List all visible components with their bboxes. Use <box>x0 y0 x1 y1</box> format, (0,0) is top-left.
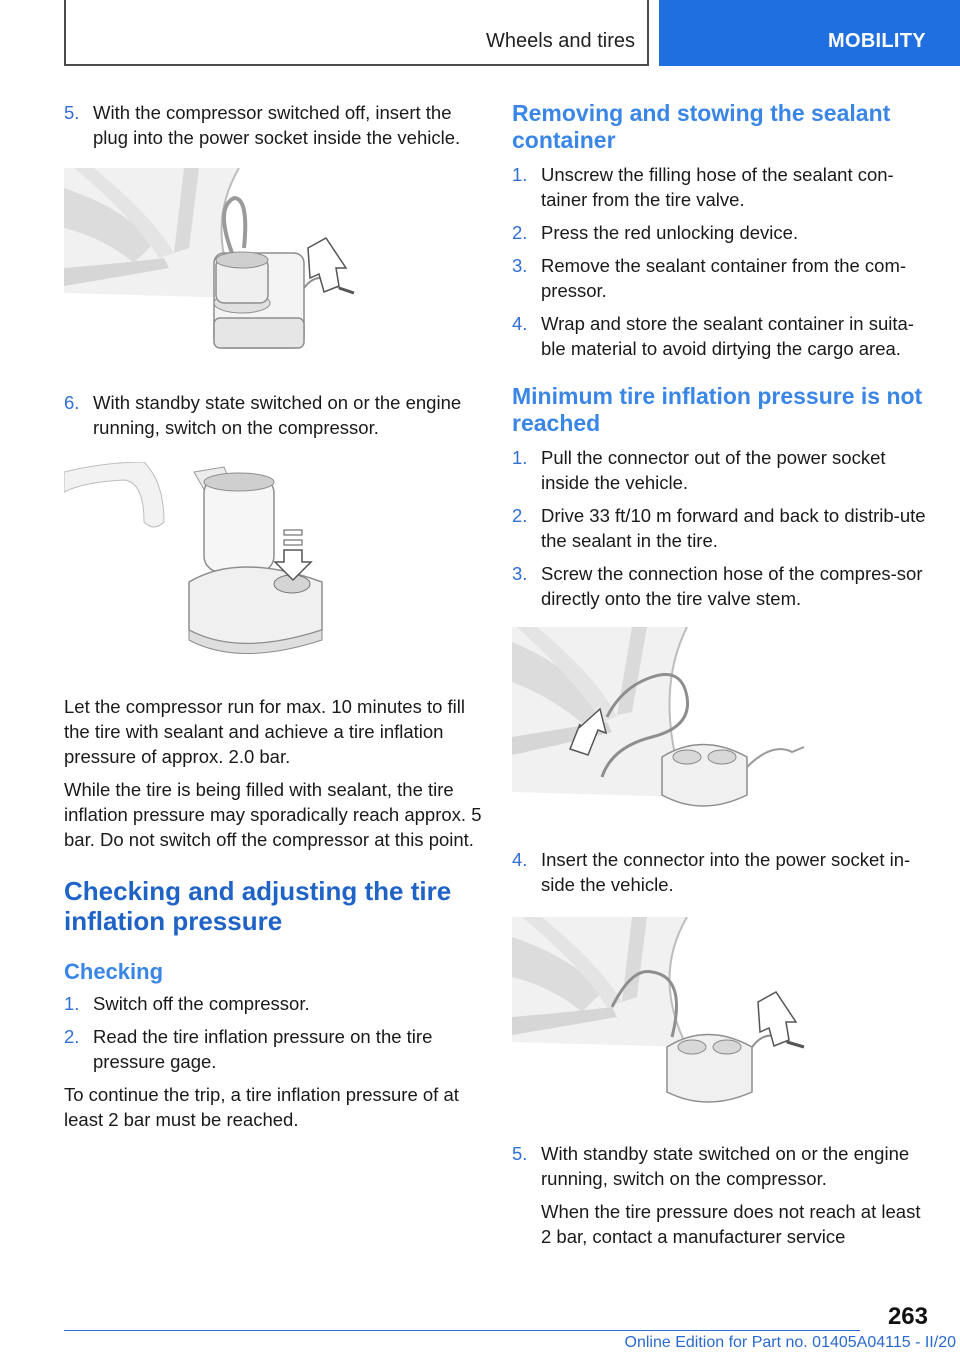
footer-edition: Online Edition for Part no. 01405A04115 - II/20 <box>624 1334 956 1351</box>
checking-step <box>64 991 482 1016</box>
heading-removing-stowing: Removing and stowing the sealant container <box>512 100 891 153</box>
step-number: 5. <box>512 1143 528 1164</box>
figure-compressor-button <box>64 462 482 662</box>
step-6-switch-on <box>64 390 482 440</box>
step-number: 1. <box>64 993 80 1014</box>
paragraph-pressure-warning: While the tire is being filled with sealant, the tire inflation pressure may sporadically reach approx. 5 bar. Do not switch off the compressor at this point. <box>64 779 482 850</box>
step-number: 1. <box>512 447 528 468</box>
paragraph-minimum-pressure: To continue the trip, a tire inflation pressure of at least 2 bar must be reached. <box>64 1084 459 1130</box>
chapter-title: MOBILITY <box>828 30 926 52</box>
figure-compressor-plug <box>64 168 482 358</box>
chapter-tab <box>659 0 960 66</box>
minimum-pressure-step <box>512 503 932 553</box>
removing-step <box>512 220 932 245</box>
page-number: 263 <box>887 1303 928 1330</box>
step-text: With the compressor switched off, insert the plug into the power socket inside the vehicle. <box>93 102 461 148</box>
step-number: 3. <box>512 563 528 584</box>
removing-step <box>512 311 932 361</box>
figure-connector-power-socket <box>512 917 932 1107</box>
running-header-box <box>64 0 649 66</box>
step-5-plug-in <box>64 100 482 150</box>
minimum-pressure-step <box>512 445 932 495</box>
paragraph-fill-duration: Let the compressor run for max. 10 minutes to fill the tire with sealant and achieve a tire inflation pressure of approx. 2.0 bar. <box>64 696 466 767</box>
right-column <box>512 100 932 1249</box>
step-number: 2. <box>512 222 528 243</box>
section-heading-checking-adjusting: Checking and adjusting the tire inflation pressure <box>64 876 452 936</box>
step-5-switch-on-compressor <box>512 1141 932 1191</box>
figure-hose-to-valve <box>512 627 932 817</box>
step-text: Screw the connection hose of the compres‐sor directly onto the tire valve stem. <box>541 563 923 609</box>
step-number: 5. <box>64 102 80 123</box>
step-text: Unscrew the filling hose of the sealant con‐tainer from the tire valve. <box>541 164 894 210</box>
left-column <box>64 100 482 1132</box>
removing-steps-list <box>512 162 932 361</box>
checking-step <box>64 1024 482 1074</box>
checking-steps-list <box>64 991 482 1074</box>
step-number: 4. <box>512 313 528 334</box>
step-text: Remove the sealant container from the com‐pressor. <box>541 255 907 301</box>
step-text: Insert the connector into the power socket in‐side the vehicle. <box>541 849 911 895</box>
step-text: With standby state switched on or the engine running, switch on the compressor. <box>541 1143 910 1189</box>
removing-step <box>512 253 932 303</box>
step-text: Switch off the compressor. <box>93 993 310 1014</box>
heading-minimum-pressure: Minimum tire inflation pressure is not reached <box>512 383 923 436</box>
minimum-pressure-step <box>512 561 932 611</box>
step-number: 2. <box>64 1026 80 1047</box>
step-text: Press the red unlocking device. <box>541 222 799 243</box>
step-text: With standby state switched on or the engine running, switch on the compressor. <box>93 392 462 438</box>
step-number: 6. <box>64 392 80 413</box>
removing-step <box>512 162 932 212</box>
subheading-checking: Checking <box>64 959 164 984</box>
step-text: Pull the connector out of the power socket inside the vehicle. <box>541 447 886 493</box>
step-number: 4. <box>512 849 528 870</box>
step-5-note: When the tire pressure does not reach at least 2 bar, contact a manufacturer service <box>541 1201 921 1247</box>
step-number: 2. <box>512 505 528 526</box>
step-number: 3. <box>512 255 528 276</box>
step-text: Read the tire inflation pressure on the tire pressure gage. <box>93 1026 433 1072</box>
section-title: Wheels and tires <box>486 30 635 52</box>
step-number: 1. <box>512 164 528 185</box>
step-text: Wrap and store the sealant container in suita‐ble material to avoid dirtying the cargo area. <box>541 313 914 359</box>
step-text: Drive 33 ft/10 m forward and back to distrib‐ute the sealant in the tire. <box>541 505 926 551</box>
minimum-pressure-steps-list <box>512 445 932 611</box>
footer-divider <box>64 1330 860 1331</box>
step-4-insert-connector <box>512 847 932 897</box>
